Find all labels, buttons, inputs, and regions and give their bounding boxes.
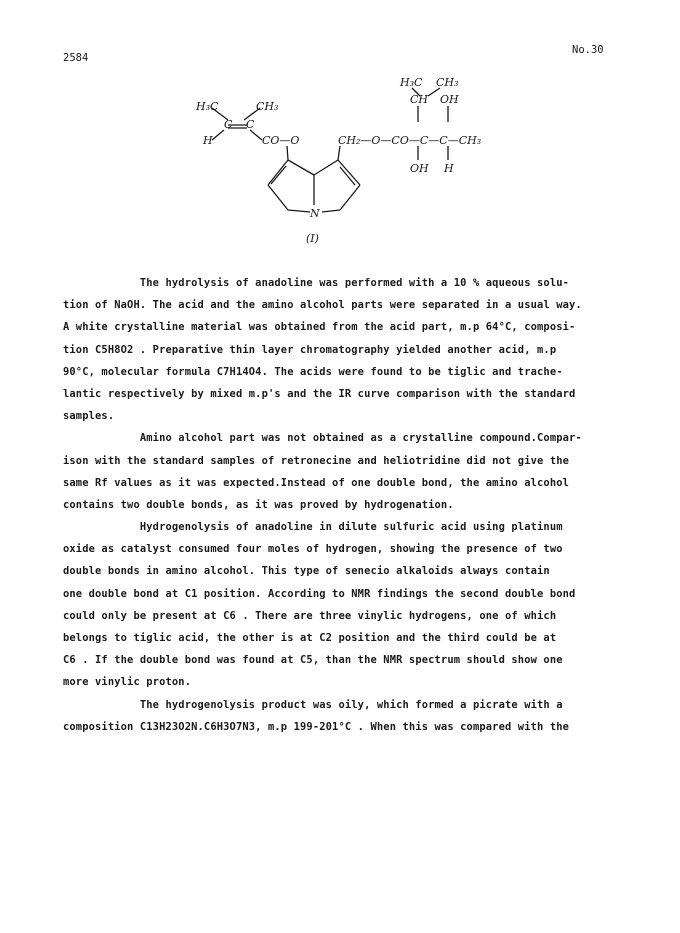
label-c1: C bbox=[224, 118, 233, 131]
text-line: double bonds in amino alcohol. This type of senecio alkaloids always contain bbox=[63, 565, 550, 578]
text-line: The hydrogenolysis product was oily, which formed a picrate with a bbox=[63, 698, 563, 711]
text-line: one double bond at C1 position. According to NMR findings the second double bond bbox=[63, 587, 576, 600]
label-c2: C bbox=[246, 118, 255, 131]
issue-number: No.30 bbox=[572, 44, 604, 56]
text-line: A white crystalline material was obtained from the acid part, m.p 64°C, composi- bbox=[63, 321, 576, 334]
label-h3c-left: H₃C bbox=[196, 100, 219, 113]
text-line: could only be present at C6 . There are three vinylic hydrogens, one of which bbox=[63, 609, 557, 622]
text-line: belongs to tiglic acid, the other is at C2 position and the third could be at bbox=[63, 632, 557, 644]
label-ch: CH bbox=[410, 93, 429, 106]
text-line: tion of NaOH. The acid and the amino alcohol parts were separated in a usual way. bbox=[63, 299, 582, 312]
label-n: N bbox=[310, 207, 320, 220]
label-h-right: H bbox=[444, 162, 454, 175]
text-line: samples. bbox=[63, 410, 115, 423]
label-oh-top: OH bbox=[440, 93, 459, 106]
label-h3c-right: H₃C bbox=[400, 76, 423, 89]
text-line: oxide as catalyst consumed four moles of hydrogen, showing the presence of two bbox=[63, 543, 563, 556]
text-line: tion C5H8O2 . Preparative thin layer chromatography yielded another acid, m.p bbox=[63, 343, 557, 356]
label-ester-chain: CH₂—O—CO—C—C—CH₃ bbox=[338, 134, 482, 147]
text-line: same Rf values as it was expected.Instead of one double bond, the amino alcohol bbox=[63, 476, 570, 489]
figure-caption: (I) bbox=[306, 232, 319, 245]
text-line: C6 . If the double bond was found at C5, than the NMR spectrum should show one bbox=[63, 654, 563, 667]
text-line: The hydrolysis of anadoline was performed with a 10 % aqueous solu- bbox=[63, 277, 570, 289]
text-line: 90°C, molecular formula C7H14O4. The acids were found to be tiglic and trache- bbox=[63, 365, 563, 378]
text-line: more vinylic proton. bbox=[63, 676, 192, 689]
chemical-structure bbox=[0, 0, 680, 260]
text-line: Amino alcohol part was not obtained as a crystalline compound.Compar- bbox=[63, 432, 582, 445]
structure-figure bbox=[0, 0, 680, 260]
text-line: lantic respectively by mixed m.p's and the IR curve comparison with the standard bbox=[63, 387, 576, 400]
text-line: contains two double bonds, as it was proved by hydrogenation. bbox=[63, 498, 454, 511]
text-line: ison with the standard samples of retronecine and heliotridine did not give the bbox=[63, 454, 570, 467]
label-h-left: H bbox=[203, 134, 213, 147]
label-ch3-left: CH₃ bbox=[256, 100, 279, 113]
page-number: 2584 bbox=[63, 52, 89, 64]
label-oh-bottom: OH bbox=[410, 162, 429, 175]
body-text bbox=[63, 272, 619, 738]
label-ester-left: CO—O bbox=[262, 134, 300, 147]
text-line: Hydrogenolysis of anadoline in dilute sulfuric acid using platinum bbox=[63, 521, 563, 534]
text-line: composition C13H23O2N.C6H3O7N3, m.p 199-201°C . When this was compared with the bbox=[63, 720, 570, 733]
label-ch3-right: CH₃ bbox=[436, 76, 459, 89]
